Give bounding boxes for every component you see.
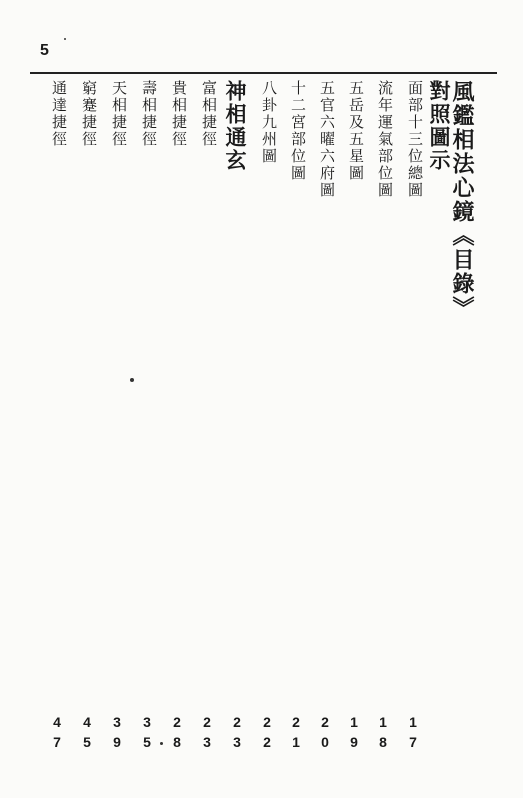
top-rule — [30, 72, 497, 74]
book-title: 風鑑相法心鏡《目錄》 — [449, 80, 475, 320]
toc-entry-title: 五官六曜六府圖 — [318, 80, 336, 199]
toc-entry-title: 五岳及五星圖 — [347, 80, 365, 182]
section-heading-title: 對照圖示 — [427, 80, 452, 172]
toc-entry-page: 4 7 — [53, 714, 61, 750]
section-heading-page: 2 3 — [233, 714, 241, 750]
toc-entry-title: 通達捷徑 — [50, 80, 68, 148]
toc-entry-title: 十二宮部位圖 — [289, 80, 307, 182]
toc-entry-title: 壽相捷徑 — [140, 80, 158, 148]
toc-entry-title: 窮蹇捷徑 — [80, 80, 98, 148]
toc-entry-page: 1 7 — [409, 714, 417, 750]
toc-entry-page: 2 2 — [263, 714, 271, 750]
toc-entry-title: 八卦九州圖 — [260, 80, 278, 165]
toc-entry-page: 2 1 — [292, 714, 300, 750]
scan-speck — [160, 742, 163, 745]
toc-entry-title: 富相捷徑 — [200, 80, 218, 148]
toc-entry-title: 面部十三位總圖 — [406, 80, 424, 199]
toc-entry-page: 3 9 — [113, 714, 121, 750]
scan-speck — [64, 38, 66, 40]
toc-entry-page: 1 8 — [379, 714, 387, 750]
toc-entry-title: 天相捷徑 — [110, 80, 128, 148]
toc-entry-page: 2 8 — [173, 714, 181, 750]
page-number: 5 — [40, 42, 49, 59]
section-heading-title: 神相通玄 — [223, 80, 248, 172]
toc-entry-page: 3 5 — [143, 714, 151, 750]
toc-entry-page: 1 9 — [350, 714, 358, 750]
toc-entry-page: 4 5 — [83, 714, 91, 750]
toc-entry-title: 流年運氣部位圖 — [376, 80, 394, 199]
scan-speck — [130, 378, 134, 382]
table-of-contents — [0, 80, 523, 780]
toc-entry-page: 2 0 — [321, 714, 329, 750]
toc-entry-title: 貴相捷徑 — [170, 80, 188, 148]
toc-entry-page: 2 3 — [203, 714, 211, 750]
